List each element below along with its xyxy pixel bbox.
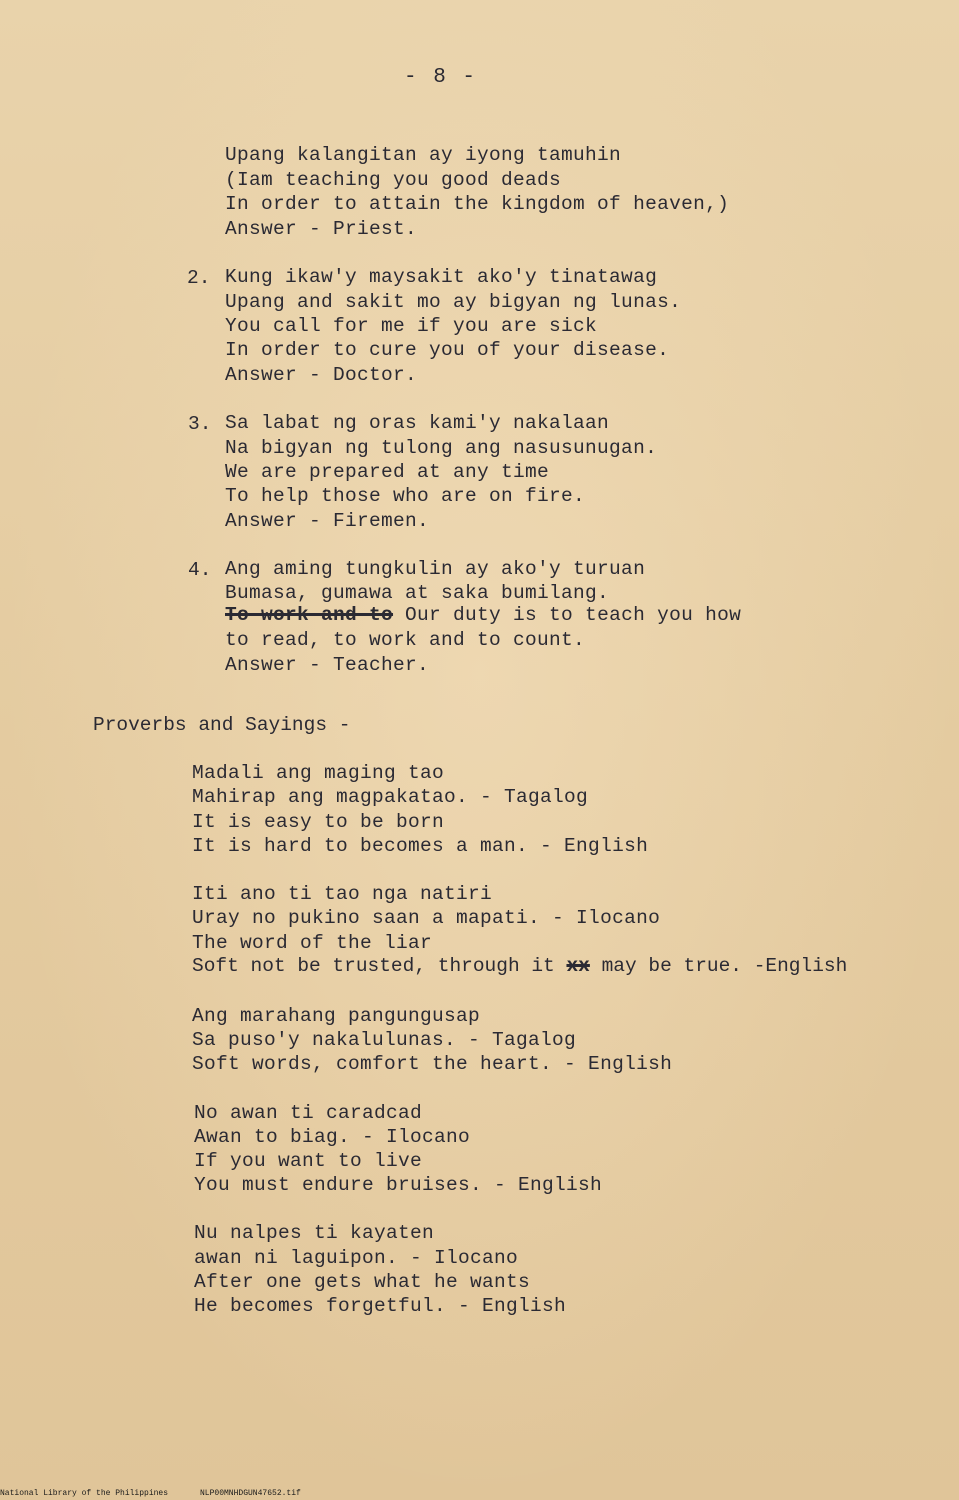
proverb-line-text: Soft not be trusted, through it [192,955,567,977]
riddle-4-line-text: Our duty is to teach you how [393,604,742,626]
footer-library-name: National Library of the Philippines [0,1489,169,1498]
riddle-4-line [225,603,741,627]
proverb-line: You must endure bruises. - English [194,1174,603,1196]
proverb-line: Uray no pukino saan a mapati. - Ilocano [192,907,661,929]
proverb-line: Nu nalpes ti kayaten [194,1222,435,1244]
proverbs-heading: Proverbs and Sayings - [93,714,351,736]
proverb-line: No awan ti caradcad [194,1102,423,1124]
proverb-line: awan ni laguipon. - Ilocano [194,1247,519,1269]
riddle-1-answer: Answer - Priest. [225,218,418,240]
proverb-line: It is easy to be born [192,811,445,833]
struck-text: xx [566,955,590,977]
proverb-line: Mahirap ang magpakatao. - Tagalog [192,786,589,808]
riddle-2-answer: Answer - Doctor. [225,364,418,386]
proverb-line: The word of the liar [192,932,433,954]
riddle-3-line: We are prepared at any time [225,461,550,483]
proverb-line: Soft words, comfort the heart. - English [192,1053,673,1075]
proverb-line: Ang marahang pangungusap [192,1005,481,1027]
proverb-line: Madali ang maging tao [192,762,445,784]
riddle-4-answer: Answer - Teacher. [225,654,430,676]
proverb-line: Sa puso'y nakalulunas. - Tagalog [192,1029,577,1051]
riddle-2-line: Upang and sakit mo ay bigyan ng lunas. [225,291,682,313]
riddle-4-line: to read, to work and to count. [225,629,586,651]
proverb-line [192,954,847,978]
riddle-number: 4. [188,559,212,581]
riddle-2-line: Kung ikaw'y maysakit ako'y tinatawag [225,266,658,288]
riddle-4-line: Ang aming tungkulin ay ako'y turuan [225,558,646,580]
riddle-number: 2. [187,267,211,289]
proverb-line: After one gets what he wants [194,1271,531,1293]
proverb-line: It is hard to becomes a man. - English [192,835,649,857]
proverb-line-text: may be true. -English [589,955,848,977]
riddle-number: 3. [188,413,212,435]
proverb-line: He becomes forgetful. - English [194,1295,567,1317]
proverb-line: Awan to biag. - Ilocano [194,1126,471,1148]
page-number: - 8 - [404,66,478,89]
riddle-2-line: You call for me if you are sick [225,315,598,337]
riddle-1-line: In order to attain the kingdom of heaven,) [225,193,730,215]
riddle-4-line: Bumasa, gumawa at saka bumilang. [225,582,610,604]
riddle-3-line: To help those who are on fire. [225,485,586,507]
proverb-line: Iti ano ti tao nga natiri [192,883,493,905]
footer-filename: NLP00MNHDGUN47652.tif [200,1489,301,1498]
riddle-3-line: Na bigyan ng tulong ang nasusunugan. [225,437,658,459]
struck-text: To work and to [225,604,394,626]
riddle-3-line: Sa labat ng oras kami'y nakalaan [225,412,610,434]
riddle-1-line: Upang kalangitan ay iyong tamuhin [225,144,622,166]
riddle-1-line: (Iam teaching you good deads [225,169,562,191]
proverb-line: If you want to live [194,1150,423,1172]
riddle-3-answer: Answer - Firemen. [225,510,430,532]
riddle-2-line: In order to cure you of your disease. [225,339,670,361]
